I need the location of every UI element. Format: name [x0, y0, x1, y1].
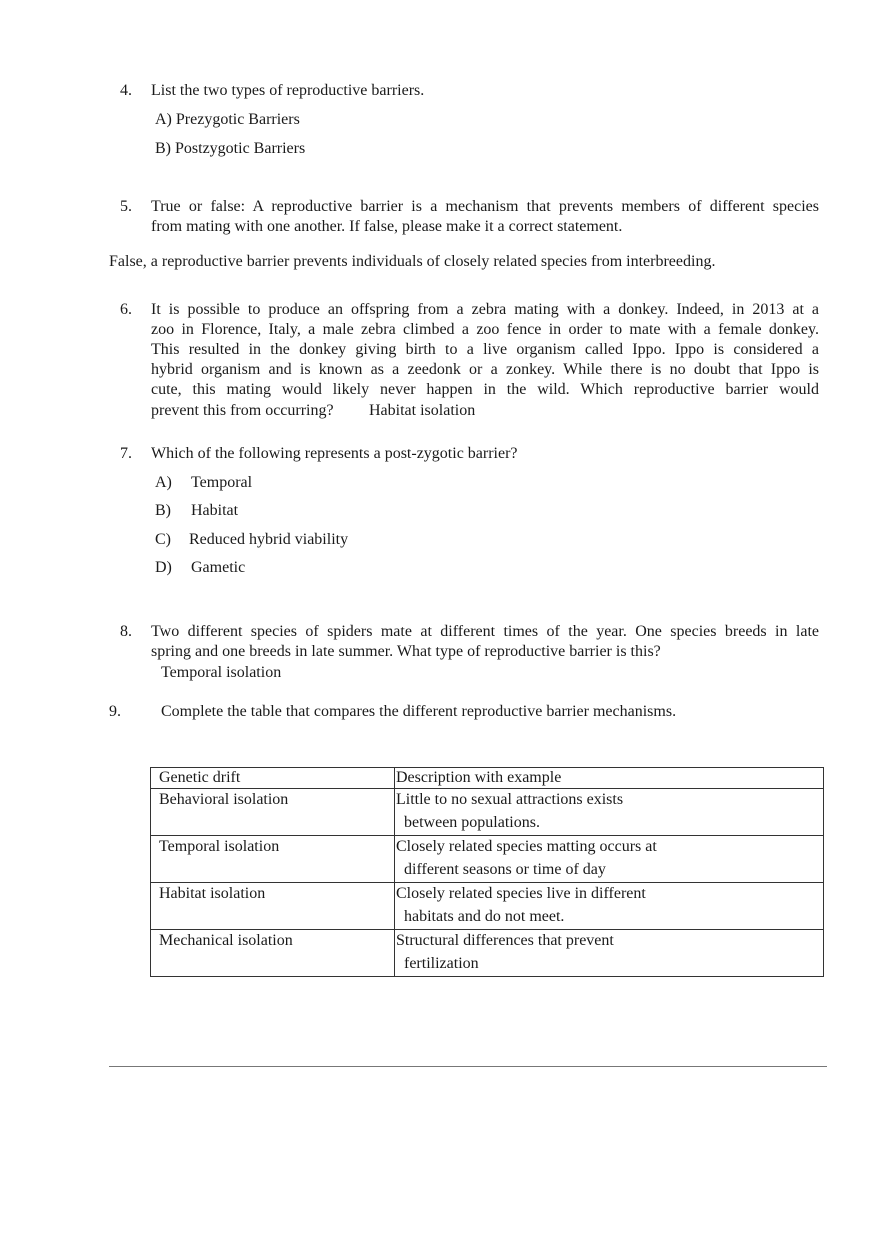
q6-line2: zoo in Florence, Italy, a male zebra climbed a zoo fence in order to mate with a female donkey.	[151, 321, 819, 338]
q4-answer-a: A) Prezygotic Barriers	[155, 111, 300, 128]
table-row	[151, 789, 824, 836]
q9-question: Complete the table that compares the different reproductive barrier mechanisms.	[161, 703, 677, 720]
q6-answer: Habitat isolation	[369, 402, 476, 419]
table-cell-description: Closely related species matting occurs at different seasons or time of day	[395, 836, 824, 883]
q5-question-line2: from mating with one another. If false, please make it a correct statement.	[151, 218, 623, 235]
q7-option-a	[155, 473, 252, 493]
table-row	[151, 836, 824, 883]
q7-option-a-letter: A)	[155, 474, 172, 491]
table-cell-mechanism: Mechanical isolation	[151, 930, 395, 977]
table-cell-mechanism: Habitat isolation	[151, 883, 395, 930]
q7-option-c-letter: C)	[155, 531, 171, 548]
comparison-table	[150, 767, 824, 977]
table-header-cell: Description with example	[395, 768, 824, 789]
q7-option-c	[155, 530, 348, 550]
q4-question: List the two types of reproductive barriers.	[151, 82, 425, 99]
q6-line3: This resulted in the donkey giving birth to a live organism called Ippo. Ippo is considered a	[151, 341, 819, 358]
q6-line1: It is possible to produce an offspring from a zebra mating with a donkey. Indeed, in 2013 at a	[151, 301, 819, 318]
q6-number: 6.	[120, 301, 132, 318]
q8-number: 8.	[120, 623, 132, 640]
q8-question-line2: spring and one breeds in late summer. What type of reproductive barrier is this?	[151, 643, 661, 660]
q7-option-b-text: Habitat	[191, 502, 239, 519]
table-cell-description: Closely related species live in different habitats and do not meet.	[395, 883, 824, 930]
q7-question: Which of the following represents a post-zygotic barrier?	[151, 445, 518, 462]
table-row	[151, 930, 824, 977]
q7-option-d	[155, 558, 245, 578]
q5-number: 5.	[120, 198, 132, 215]
q6-line5: cute, this mating would likely never happen in the wild. Which reproductive barrier would	[151, 381, 819, 398]
table-row	[151, 883, 824, 930]
q6-last-line: prevent this from occurring?	[151, 402, 334, 419]
table-cell-mechanism: Temporal isolation	[151, 836, 395, 883]
q7-option-b-letter: B)	[155, 502, 171, 519]
q7-option-d-text: Gametic	[191, 559, 246, 576]
footer-divider	[109, 1066, 827, 1067]
q4-number: 4.	[120, 82, 132, 99]
table-cell-mechanism: Behavioral isolation	[151, 789, 395, 836]
q8-answer: Temporal isolation	[161, 664, 282, 681]
table-cell-description: Little to no sexual attractions exists between populations.	[395, 789, 824, 836]
q9-number: 9.	[109, 703, 121, 720]
q5-answer: False, a reproductive barrier prevents individuals of closely related species from interbreeding.	[109, 253, 716, 270]
q7-option-a-text: Temporal	[191, 474, 253, 491]
q5-question-line1: True or false: A reproductive barrier is a mechanism that prevents members of different species	[151, 198, 819, 215]
q7-number: 7.	[120, 445, 132, 462]
q8-question-line1: Two different species of spiders mate at different times of the year. One species breeds in late	[151, 623, 819, 640]
table-header-row	[151, 768, 824, 789]
table-cell-description: Structural differences that prevent fertilization	[395, 930, 824, 977]
q4-answer-b: B) Postzygotic Barriers	[155, 140, 306, 157]
q7-option-b	[155, 501, 238, 521]
q6-line4: hybrid organism and is known as a zeedonk or a zonkey. While there is no doubt that Ippo is	[151, 361, 819, 378]
q7-option-c-text: Reduced hybrid viability	[189, 531, 349, 548]
table-header-cell: Genetic drift	[151, 768, 395, 789]
q7-option-d-letter: D)	[155, 559, 172, 576]
